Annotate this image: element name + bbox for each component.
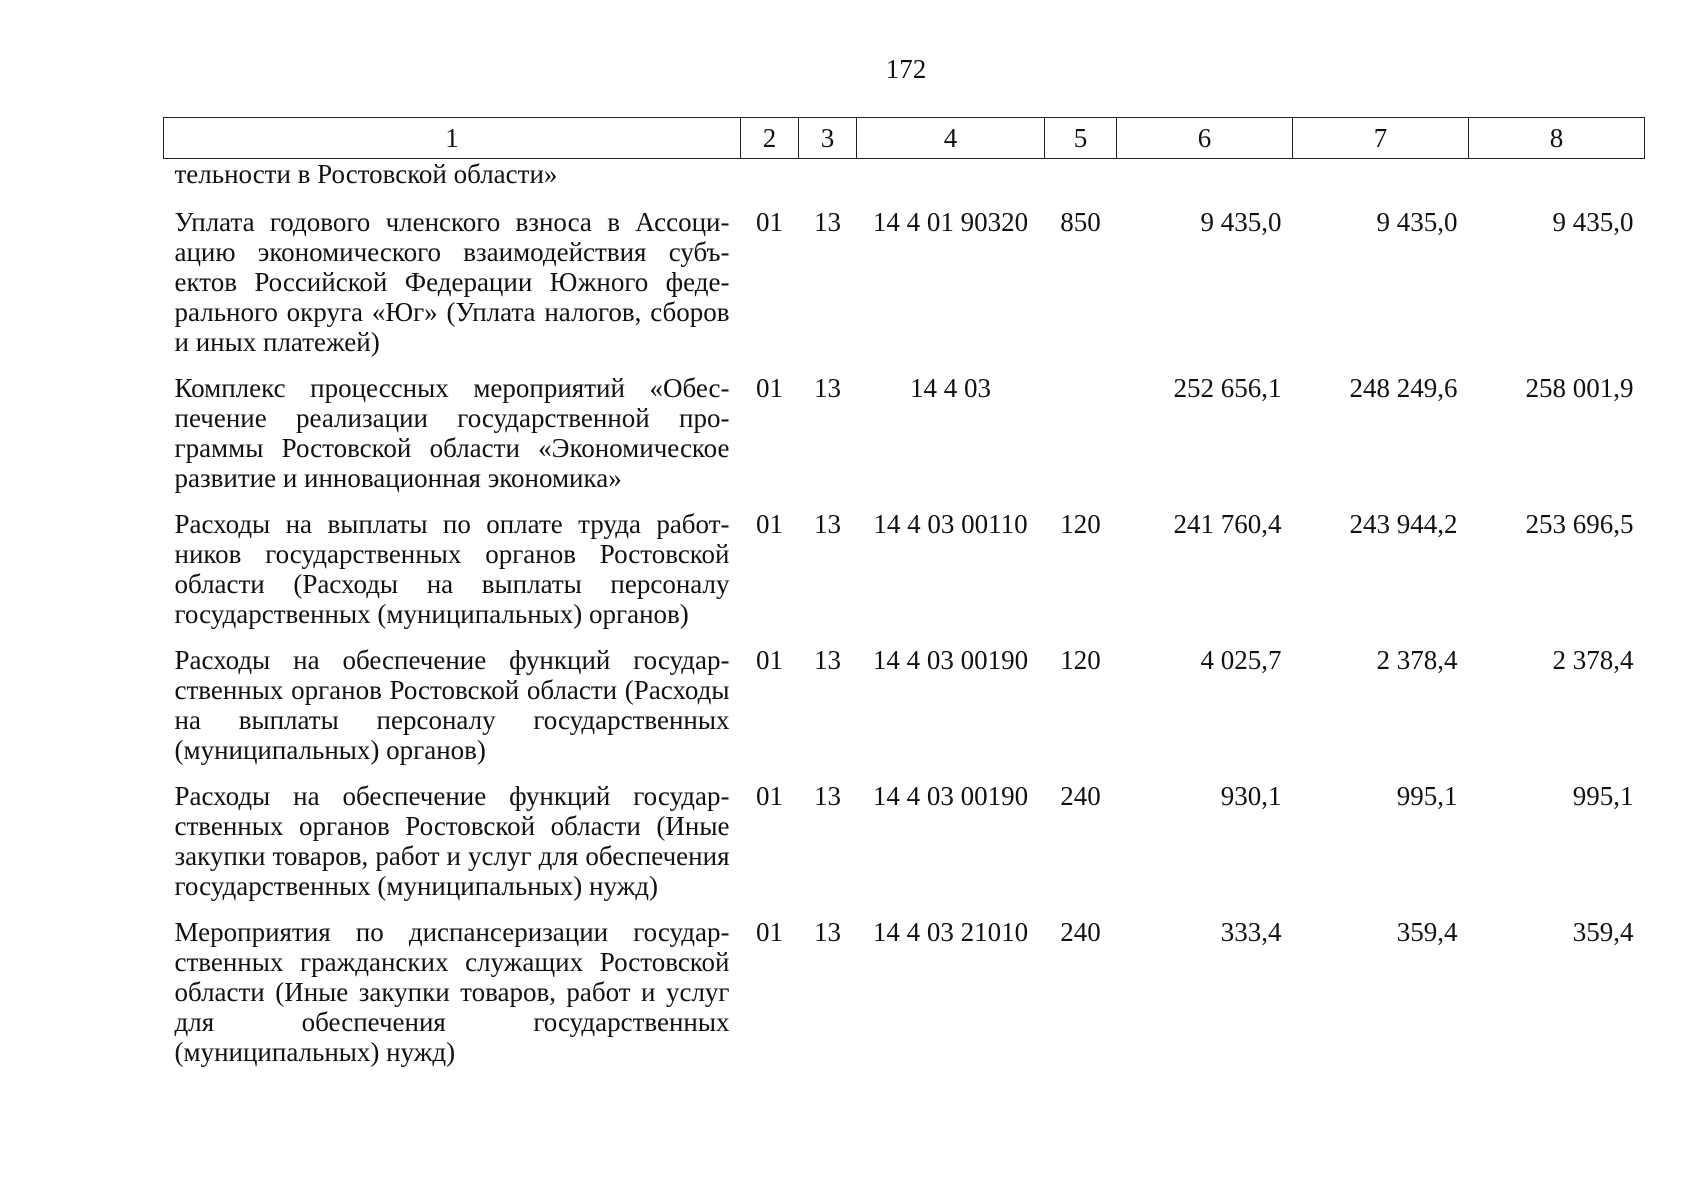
continuation-text: тельности в Ростовской области» bbox=[174, 159, 558, 189]
row-description: Мероприятия по диспансеризации государственных гражданских служащих Ростовской области (Иные закупки товаров, работ и услуг для обеспечения государственных (муниципальных) нужд) bbox=[174, 917, 730, 1067]
row-col-4: 14 4 03 21010 bbox=[872, 917, 1029, 947]
header-col-3: 3 bbox=[799, 118, 857, 159]
header-col-7: 7 bbox=[1293, 118, 1469, 159]
row-col-8: 258 001,9 bbox=[1525, 373, 1634, 403]
row-col-5: 850 bbox=[1060, 207, 1101, 237]
row-col-5: 120 bbox=[1060, 509, 1101, 539]
row-col-3: 13 bbox=[814, 917, 841, 947]
row-col-8: 9 435,0 bbox=[1552, 207, 1634, 237]
row-col-2: 01 bbox=[756, 645, 783, 675]
table-row bbox=[164, 909, 1645, 1075]
table-row bbox=[164, 501, 1645, 637]
header-col-1: 1 bbox=[164, 118, 741, 159]
row-col-4: 14 4 03 bbox=[910, 373, 991, 403]
row-col-8: 995,1 bbox=[1572, 781, 1634, 811]
table-row bbox=[164, 365, 1645, 501]
row-col-2: 01 bbox=[756, 509, 783, 539]
row-col-4: 14 4 03 00190 bbox=[872, 645, 1029, 675]
table-row bbox=[164, 637, 1645, 773]
row-col-6: 930,1 bbox=[1220, 781, 1282, 811]
row-description: Расходы на обеспечение функций государственных органов Ростовской области (Иные закупки товаров, работ и услуг для обеспечения государственных (муниципальных) нужд) bbox=[174, 781, 730, 901]
row-col-2: 01 bbox=[756, 373, 783, 403]
row-col-4: 14 4 03 00110 bbox=[873, 509, 1028, 539]
row-col-6: 241 760,4 bbox=[1173, 509, 1282, 539]
row-col-5: 120 bbox=[1060, 645, 1101, 675]
header-col-8: 8 bbox=[1469, 118, 1645, 159]
row-col-3: 13 bbox=[814, 509, 841, 539]
row-col-6: 252 656,1 bbox=[1173, 373, 1282, 403]
row-col-8: 2 378,4 bbox=[1552, 645, 1634, 675]
header-col-6: 6 bbox=[1117, 118, 1293, 159]
row-col-3: 13 bbox=[814, 781, 841, 811]
header-row bbox=[164, 118, 1645, 159]
row-col-5: 240 bbox=[1060, 917, 1101, 947]
table-body bbox=[164, 159, 1645, 1076]
header-col-2: 2 bbox=[741, 118, 799, 159]
row-description: Расходы на обеспечение функций государственных органов Ростовской области (Расходы на выплаты персоналу государственных (муниципальных) органов) bbox=[174, 645, 730, 765]
row-col-8: 359,4 bbox=[1572, 917, 1634, 947]
budget-table bbox=[163, 117, 1645, 1075]
row-col-7: 248 249,6 bbox=[1349, 373, 1458, 403]
row-col-4: 14 4 01 90320 bbox=[872, 207, 1029, 237]
row-col-2: 01 bbox=[756, 207, 783, 237]
row-col-7: 243 944,2 bbox=[1349, 509, 1458, 539]
row-col-7: 2 378,4 bbox=[1376, 645, 1458, 675]
table-row bbox=[164, 199, 1645, 365]
continuation-row bbox=[164, 159, 1645, 200]
row-description: Комплекс процессных мероприятий «Обеспечение реализации государственной программы Ростовской области «Экономическое развитие и инновационная экономика» bbox=[174, 373, 730, 493]
row-col-2: 01 bbox=[756, 781, 783, 811]
header-col-5: 5 bbox=[1045, 118, 1117, 159]
table-header bbox=[164, 118, 1645, 159]
row-col-8: 253 696,5 bbox=[1525, 509, 1634, 539]
row-description: Расходы на выплаты по оплате труда работников государственных органов Ростовской области (Расходы на выплаты персоналу государственных (муниципальных) органов) bbox=[174, 509, 730, 629]
header-col-4: 4 bbox=[857, 118, 1045, 159]
row-col-5: 240 bbox=[1060, 781, 1101, 811]
table-row bbox=[164, 773, 1645, 909]
row-col-2: 01 bbox=[756, 917, 783, 947]
row-col-6: 9 435,0 bbox=[1200, 207, 1282, 237]
row-col-3: 13 bbox=[814, 207, 841, 237]
row-col-3: 13 bbox=[814, 645, 841, 675]
row-col-7: 995,1 bbox=[1396, 781, 1458, 811]
row-col-6: 4 025,7 bbox=[1200, 645, 1282, 675]
row-col-3: 13 bbox=[814, 373, 841, 403]
row-col-7: 9 435,0 bbox=[1376, 207, 1458, 237]
row-description: Уплата годового членского взноса в Ассоциацию экономического взаимодействия субъектов Российской Федерации Южного федерального округа «Юг» (Уплата налогов, сборов и иных платежей) bbox=[174, 207, 730, 357]
row-col-4: 14 4 03 00190 bbox=[872, 781, 1029, 811]
row-col-7: 359,4 bbox=[1396, 917, 1458, 947]
page-number: 172 bbox=[885, 54, 927, 84]
row-col-6: 333,4 bbox=[1220, 917, 1282, 947]
row-col-5 bbox=[1045, 365, 1117, 501]
